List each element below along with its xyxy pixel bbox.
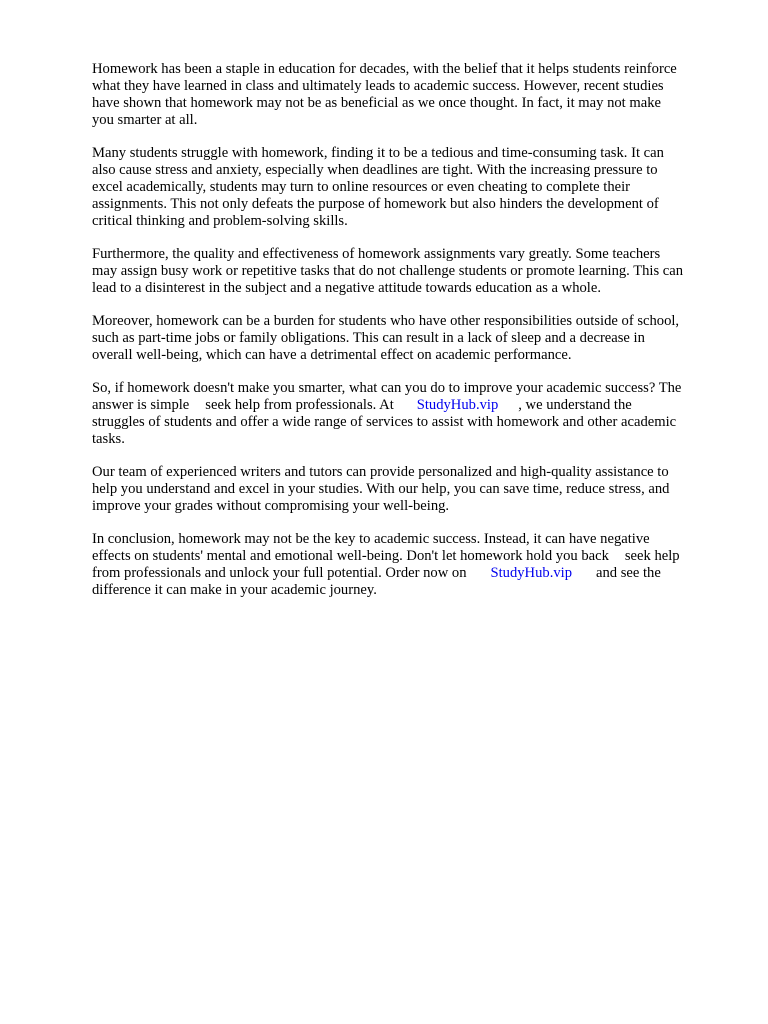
text-line: excel academically, students may turn to online resources or even cheating to complete their [92, 179, 631, 195]
text-line: In conclusion, homework may not be the key to academic success. Instead, it can have negative [92, 531, 650, 547]
text-line: Homework has been a staple in education for decades, with the belief that it helps students reinforce [92, 61, 677, 77]
text-line: lead to a disinterest in the subject and a negative attitude towards education as a whole. [92, 280, 601, 296]
paragraph-struggle [92, 145, 722, 230]
paragraph-quality [92, 246, 722, 297]
text-fragment: effects on students' mental and emotional well-being. Don't let homework hold you back [92, 548, 609, 564]
paragraph-help [92, 380, 722, 448]
text-line: difference it can make in your academic journey. [92, 582, 377, 598]
text-line: help you understand and excel in your studies. With our help, you can save time, reduce stress, and [92, 481, 670, 497]
paragraph-intro [92, 61, 722, 129]
document-page [92, 61, 722, 615]
text-fragment: and see the [596, 565, 661, 581]
text-line: such as part-time jobs or family obligations. This can result in a lack of sleep and a decrease in [92, 330, 645, 346]
text-line: Moreover, homework can be a burden for students who have other responsibilities outside of school, [92, 313, 680, 329]
text-line: overall well-being, which can have a detrimental effect on academic performance. [92, 347, 572, 363]
text-line: struggles of students and offer a wide range of services to assist with homework and other academic [92, 414, 677, 430]
text-fragment: answer is simple [92, 397, 190, 413]
text-line: So, if homework doesn't make you smarter, what can you do to improve your academic success? The [92, 380, 682, 396]
text-line: Many students struggle with homework, finding it to be a tedious and time-consuming task. It can [92, 145, 664, 161]
text-line: Furthermore, the quality and effectiveness of homework assignments vary greatly. Some teachers [92, 246, 661, 262]
studyhub-link[interactable]: StudyHub.vip [490, 565, 572, 581]
text-fragment: , we understand the [518, 397, 632, 413]
text-line-with-gap [92, 548, 722, 565]
text-fragment: from professionals and unlock your full potential. Order now on [92, 565, 467, 581]
text-line-with-link [92, 565, 722, 582]
text-line: have shown that homework may not be as beneficial as we once thought. In fact, it may not make [92, 95, 661, 111]
text-line: Our team of experienced writers and tutors can provide personalized and high-quality assistance to [92, 464, 669, 480]
text-line: critical thinking and problem-solving skills. [92, 213, 348, 229]
text-line: improve your grades without compromising your well-being. [92, 498, 450, 514]
paragraph-burden [92, 313, 722, 364]
paragraph-conclusion [92, 531, 722, 599]
text-line: assignments. This not only defeats the purpose of homework but also hinders the development of [92, 196, 659, 212]
paragraph-team [92, 464, 722, 515]
text-line-with-link [92, 397, 722, 414]
text-fragment: seek help [624, 548, 680, 564]
studyhub-link[interactable]: StudyHub.vip [416, 397, 499, 413]
text-line: what they have learned in class and ultimately leads to academic success. However, recent studies [92, 78, 664, 94]
text-line: you smarter at all. [92, 112, 198, 128]
text-line: tasks. [92, 431, 125, 447]
text-line: also cause stress and anxiety, especially when deadlines are tight. With the increasing pressure to [92, 162, 658, 178]
text-line: may assign busy work or repetitive tasks that do not challenge students or promote learning. This can [92, 263, 684, 279]
text-fragment: seek help from professionals. At [205, 397, 394, 413]
